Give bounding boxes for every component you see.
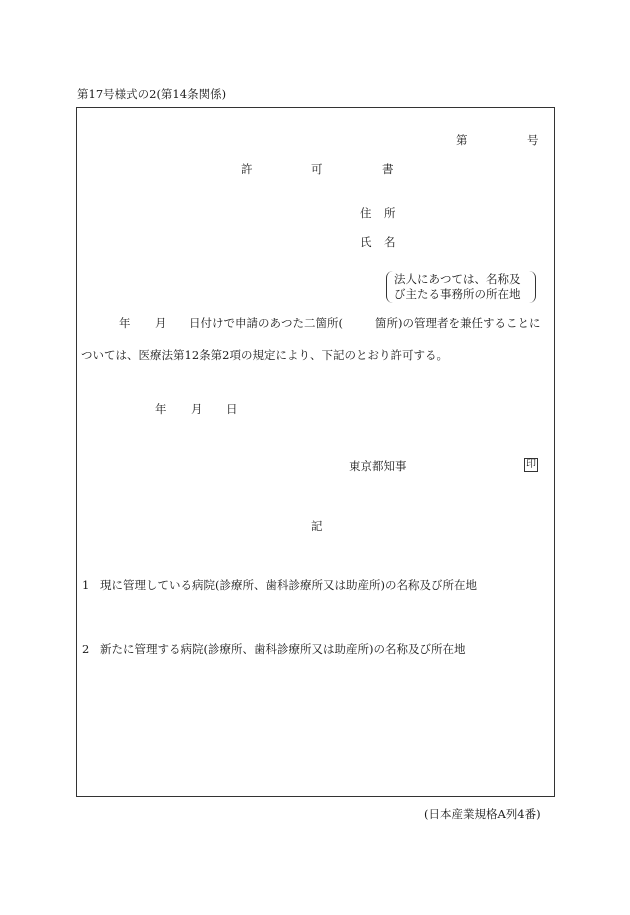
item-1-text: 現に管理している病院(診療所、歯科診療所又は助産所)の名称及び所在地 <box>100 578 477 592</box>
item-1-number: 1 <box>82 578 90 592</box>
title-char-2: 可 <box>311 162 323 176</box>
date-day: 日 <box>226 402 238 416</box>
number-go: 号 <box>527 133 539 147</box>
corporation-note <box>386 271 536 303</box>
name-label-2: 名 <box>384 235 396 249</box>
date-year: 年 <box>155 402 167 416</box>
number-dai: 第 <box>456 133 468 147</box>
body-year: 年 <box>119 316 131 330</box>
form-id: 第17号様式の2(第14条関係) <box>77 87 227 101</box>
ki-heading: 記 <box>311 519 323 533</box>
corp-note-line-2: び主たる事務所の所在地 <box>394 287 521 301</box>
body-text-2: 箇所)の管理者を兼任することに <box>375 316 541 330</box>
body-line-2: ついては、医療法第12条第2項の規定により、下記のとおり許可する。 <box>81 348 448 362</box>
name-label-1: 氏 <box>360 235 372 249</box>
address-label-1: 住 <box>360 206 372 220</box>
form-frame <box>76 107 555 797</box>
title-char-1: 許 <box>241 162 253 176</box>
paper-size-note: (日本産業規格A列4番) <box>424 807 541 821</box>
seal-mark: 印 <box>526 459 536 470</box>
issuer: 東京都知事 <box>349 459 407 473</box>
address-label-2: 所 <box>384 206 396 220</box>
title-char-3: 書 <box>382 162 394 176</box>
item-2-number: 2 <box>82 642 90 656</box>
corp-note-line-1: 法人にあつては、名称及 <box>394 272 521 286</box>
item-2-text: 新たに管理する病院(診療所、歯科診療所又は助産所)の名称及び所在地 <box>100 642 466 656</box>
date-month: 月 <box>191 402 203 416</box>
body-text-1: 日付けで申請のあつた二箇所( <box>189 316 343 330</box>
body-month: 月 <box>155 316 167 330</box>
